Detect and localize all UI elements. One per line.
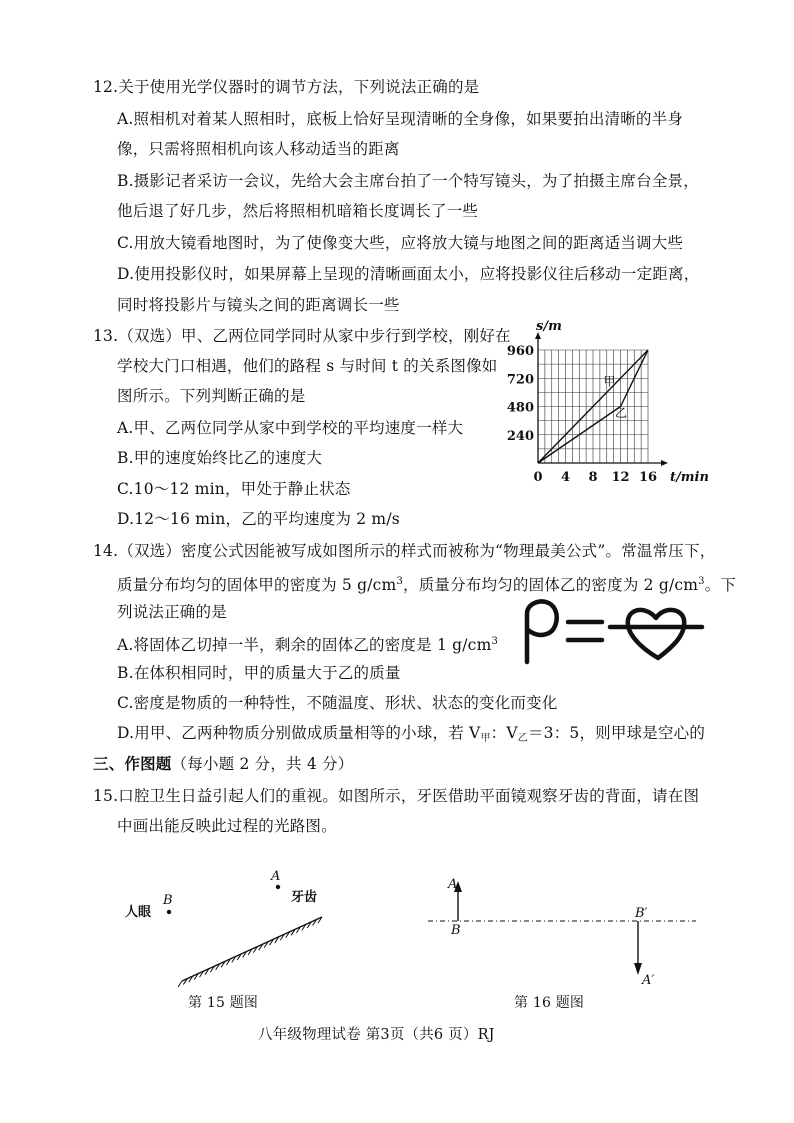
fig16-label-a: A	[448, 877, 458, 892]
x-tick-label: 0	[533, 470, 543, 485]
section3-note: （每小题 2 分，共 4 分）	[171, 755, 354, 773]
q14-option-d-part3: ＝3：5，则甲球是空心的	[527, 724, 706, 742]
q14-option-c: C.密度是物质的一种特性，不随温度、形状、状态的变化而变化	[117, 694, 558, 712]
q15-stem-line2: 中画出能反映此过程的光路图。	[117, 817, 337, 835]
q14-stem-line2	[117, 571, 736, 596]
x-axis-label: t/min	[670, 470, 709, 485]
x-tick-label: 16	[638, 470, 658, 485]
q12-option-a-line2: 像，只需将照相机向该人移动适当的距离	[117, 140, 400, 158]
q13-stem-line3: 图所示。下列判断正确的是	[117, 387, 306, 405]
q12-option-a-line1: A.照相机对着某人照相时，底板上恰好呈现清晰的全身像，如果要拍出清晰的半身	[117, 110, 684, 128]
fig15-label-eye: 人眼	[125, 905, 152, 920]
series-label-jia: 甲	[603, 374, 616, 389]
superscript-3: 3	[396, 576, 404, 587]
s-t-chart	[500, 320, 710, 485]
q14-option-d-part2: ：V	[490, 724, 518, 742]
point-b-dot	[167, 910, 171, 914]
q13-stem-line1: 13.（双选）甲、乙两位同学同时从家中步行到学校，刚好在	[93, 327, 511, 345]
q14-stem-line2-part2: ，质量分布均匀的固体乙的密度为 2 g/cm	[403, 576, 699, 594]
superscript-3: 3	[698, 576, 705, 587]
q13-option-c: C.10～12 min，甲处于静止状态	[117, 480, 351, 498]
mirror-hatch-mark	[178, 981, 182, 987]
q15-stem-line1: 15.口腔卫生日益引起人们的重视。如图所示，牙医借助平面镜观察牙齿的背面，请在图	[93, 787, 700, 805]
page-footer: 八年级物理试卷 第3页（共6 页）RJ	[258, 1027, 495, 1043]
subscript-yi: 乙	[517, 733, 528, 744]
x-tick-label: 4	[560, 470, 571, 485]
q14-stem-line2-part1: 质量分布均匀的固体甲的密度为 5 g/cm	[117, 576, 397, 594]
arrow-down-icon	[634, 963, 642, 975]
q13-stem-line2: 学校大门口相遇，他们的路程 s 与时间 t 的关系图像如	[117, 357, 498, 375]
series-label-yi: 乙	[615, 406, 628, 421]
section3-heading	[93, 753, 353, 775]
figure-15	[110, 865, 360, 995]
fig16-label-b: B	[451, 923, 461, 938]
superscript-3: 3	[491, 636, 499, 647]
q14-stem-line3: 列说法正确的是	[117, 603, 227, 621]
density-formula-drawing	[518, 596, 708, 668]
point-a-dot	[276, 885, 280, 889]
q14-stem-line2-part3: 。下	[704, 576, 737, 594]
y-tick-label: 960	[506, 344, 534, 359]
y-tick-label: 240	[506, 428, 534, 444]
q14-option-d	[117, 722, 705, 750]
q14-option-d-part1: D.用甲、乙两种物质分别做成质量相等的小球，若 V	[117, 724, 481, 742]
x-tick-label: 12	[611, 470, 630, 485]
x-axis-arrow-icon	[661, 460, 668, 466]
fig16-caption: 第 16 题图	[514, 995, 585, 1011]
section3-title: 三、作图题	[93, 754, 172, 773]
fig15-label-b: B	[163, 893, 173, 908]
q14-stem-line1: 14.（双选）密度公式因能被写成如图所示的样式而被称为“物理最美公式”。常温常压下，	[93, 542, 716, 560]
fig15-label-a: A	[271, 869, 281, 884]
q12-stem: 12.关于使用光学仪器时的调节方法，下列说法正确的是	[93, 78, 480, 96]
fig16-label-a-prime: A′	[642, 973, 655, 988]
x-tick-label: 8	[588, 470, 598, 485]
q12-option-b-line2: 他后退了好几步，然后将照相机暗箱长度调长了一些	[117, 202, 479, 220]
y-tick-label: 720	[506, 372, 534, 388]
q12-option-c: C.用放大镜看地图时，为了使像变大些，应将放大镜与地图之间的距离适当调大些	[117, 234, 684, 252]
fig15-caption: 第 15 题图	[188, 995, 259, 1011]
q12-option-b-line1: B.摄影记者采访一会议，先给大会主席台拍了一个特写镜头，为了拍摄主席台全景，	[117, 172, 699, 190]
q12-option-d-line2: 同时将投影片与镜头之间的距离调长一些	[117, 296, 400, 314]
y-axis-label: s/m	[536, 319, 562, 334]
q14-option-a-text: A.将固体乙切掉一半，剩余的固体乙的密度是 1 g/cm	[117, 636, 492, 654]
q13-option-a: A.甲、乙两位同学从家中到学校的平均速度一样大	[117, 419, 464, 437]
q13-option-d: D.12～16 min，乙的平均速度为 2 m/s	[117, 510, 400, 528]
q13-option-b: B.甲的速度始终比乙的速度大	[117, 449, 323, 467]
fig16-label-b-prime: B′	[635, 906, 648, 921]
y-tick-label: 480	[506, 400, 534, 416]
fig15-label-tooth: 牙齿	[291, 890, 318, 905]
q12-option-d-line1: D.使用投影仪时，如果屏幕上呈现的清晰画面太小，应将投影仪往后移动一定距离，	[117, 265, 700, 283]
figure-16	[420, 865, 700, 995]
q14-option-a	[117, 631, 498, 656]
subscript-jia: 甲	[480, 733, 491, 744]
q14-option-b: B.在体积相同时，甲的质量大于乙的质量	[117, 664, 401, 682]
